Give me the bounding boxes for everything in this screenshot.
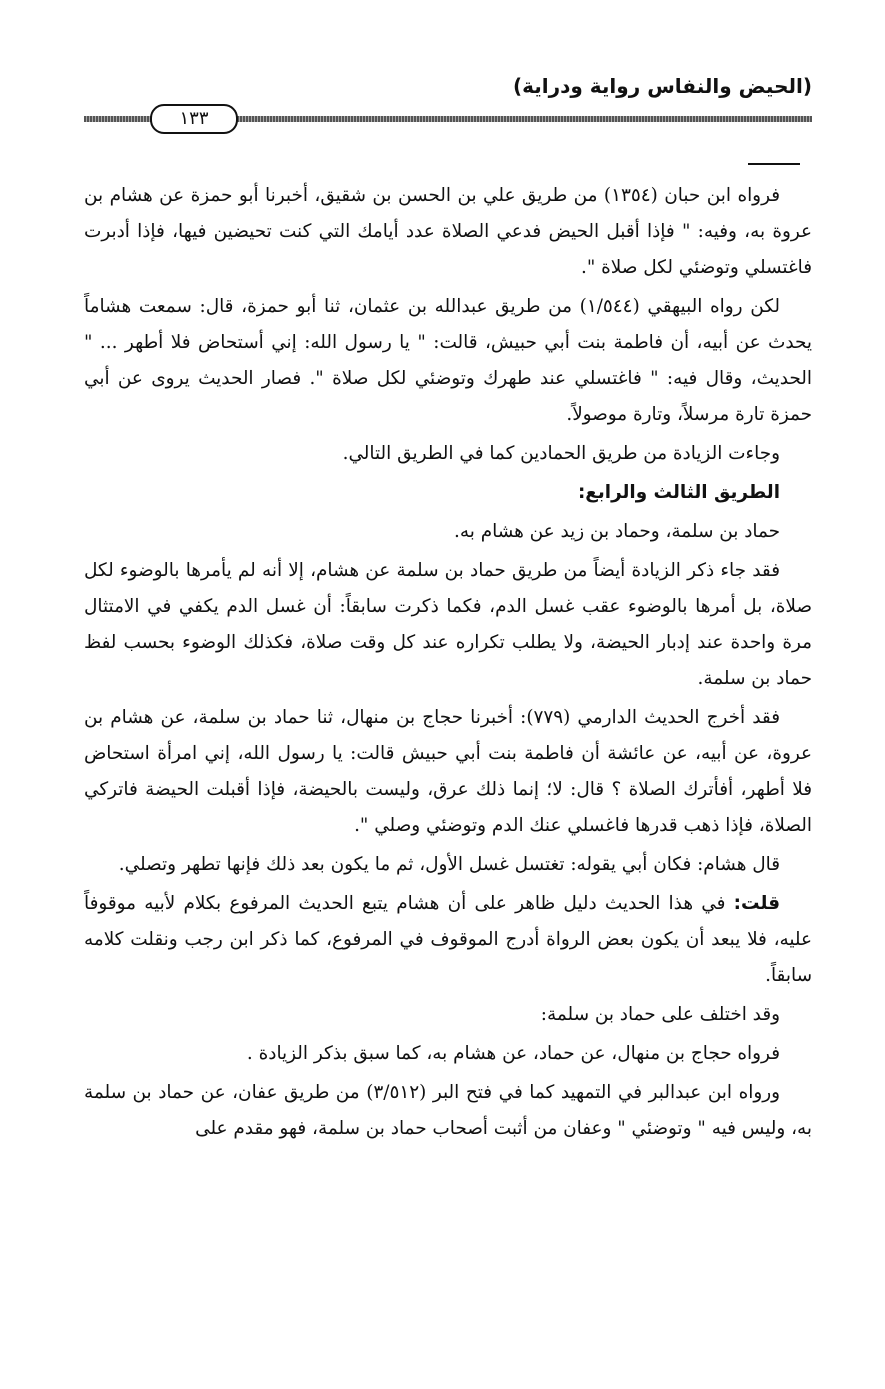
paragraph: قال هشام: فكان أبي يقوله: تغتسل غسل الأول، ثم ما يكون بعد ذلك فإنها تطهر وتصلي.: [118, 854, 780, 875]
running-title: (الحيض والنفاس رواية ودراية): [512, 74, 812, 98]
paragraph: فرواه حجاج بن منهال، عن حماد، عن هشام به، كما سبق بذكر الزيادة .: [246, 1043, 780, 1064]
section-heading: الطريق الثالث والرابع:: [577, 482, 780, 503]
paragraph: فقد جاء ذكر الزيادة أيضاً من طريق حماد بن سلمة عن هشام، إلا أنه لم يأمرها بالوضوء لكل صلاة، بل أمرها بالوضوء عقب غسل الدم، فكما ذكرت سابقاً: أن غسل الدم يكفي في الامتثال مرة واحدة عند إدبار الحيضة، ولا يطلب تكراره عند كل وقت صلاة، فكذلك الوضوء بحسب لفظ حماد بن سلمة.: [84, 560, 812, 689]
paragraph: فقد أخرج الحديث الدارمي (٧٧٩): أخبرنا حجاج بن منهال، ثنا حماد بن سلمة، عن هشام بن عروة، عن أبيه، عن عائشة أن فاطمة بنت أبي حبيش قالت: يا رسول الله، إني امرأة استحاض فلا أطهر، أفأترك الصلاة ؟ قال: لا؛ إنما ذلك عرق، وليست بالحيضة، فإذا أقبلت الحيضة فاتركي الصلاة، فإذا ذهب قدرها فاغسلي عنك الدم وتوضئي وصلي ".: [84, 707, 812, 836]
paragraph: فرواه ابن حبان (١٣٥٤) من طريق علي بن الحسن بن شقيق، أخبرنا أبو حمزة عن هشام بن عروة به، وفيه: " فإذا أقبل الحيض فدعي الصلاة عدد أيامك التي كنت تحيضين فيها، فإذا أدبرت فاغتسلي وتوضئي لكل صلاة ".: [84, 185, 812, 278]
body-text: [84, 178, 812, 1150]
paragraph: حماد بن سلمة، وحماد بن زيد عن هشام به.: [454, 521, 780, 542]
page-number: ١٣٣: [150, 104, 238, 134]
paragraph: ورواه ابن عبدالبر في التمهيد كما في فتح البر (٣/٥١٢) من طريق عفان، عن حماد بن سلمة به، وليس فيه " وتوضئي " وعفان من أثبت أصحاب حماد بن سلمة، فهو مقدم على: [84, 1082, 812, 1139]
paragraph: وقد اختلف على حماد بن سلمة:: [540, 1004, 780, 1025]
page-header: [84, 60, 812, 130]
paragraph: لكن رواه البيهقي (١/٥٤٤) من طريق عبدالله بن عثمان، ثنا أبو حمزة، قال: سمعت هشاماً يحدث عن أبيه، أن فاطمة بنت أبي حبيش، قالت: " يا رسول الله: إني أستحاض فلا أطهر ... " الحديث، وقال فيه: " فاغتسلي عند طهرك وتوضئي لكل صلاة ". فصار الحديث يروى عن أبي حمزة تارة مرسلاً، وتارة موصولاً.: [84, 296, 812, 425]
paragraph-qult: [84, 886, 812, 994]
short-divider: [748, 163, 800, 165]
qult-label: قلت:: [733, 893, 781, 914]
paragraph: وجاءت الزيادة من طريق الحمادين كما في الطريق التالي.: [342, 443, 780, 464]
qult-text: في هذا الحديث دليل ظاهر على أن هشام يتبع الحديث المرفوع بكلام لأبيه موقوفاً عليه، فلا يبعد أن يكون بعض الرواة أدرج الموقوف في المرفوع، كما ذكر ابن رجب ونقلت كلامه سابقاً.: [84, 893, 812, 986]
